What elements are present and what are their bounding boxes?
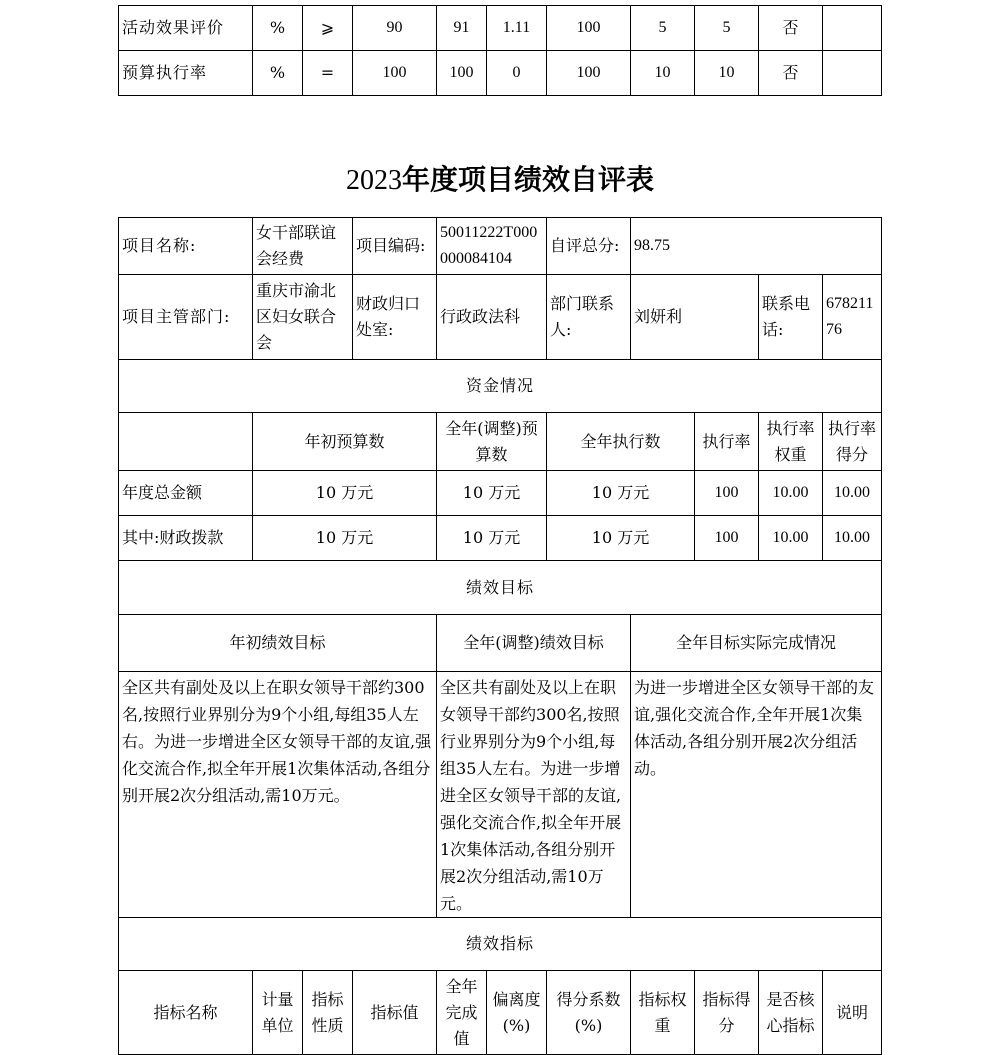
department-row	[119, 275, 882, 360]
score-cell: 5	[695, 6, 759, 51]
office-label: 财政归口处室:	[353, 275, 437, 360]
funds-header-row	[119, 413, 882, 471]
indicator-name-cell: 活动效果评价	[119, 6, 253, 51]
funds-header-initial-budget: 年初预算数	[253, 413, 437, 471]
funds-header-rate-weight: 执行率权重	[759, 413, 823, 471]
goals-header-initial: 年初绩效目标	[119, 615, 437, 672]
indicators-header-name: 指标名称	[119, 971, 253, 1055]
funds-section-title: 资金情况	[119, 360, 882, 413]
indicators-header-score: 指标得分	[695, 971, 759, 1055]
self-score-label: 自评总分:	[547, 218, 631, 275]
project-code-value: 50011222T000000084104	[437, 218, 547, 275]
goals-section-row	[119, 561, 882, 615]
dept-label: 项目主管部门:	[119, 275, 253, 360]
funds-executed: 10 万元	[547, 516, 695, 561]
funds-row-label: 年度总金额	[119, 471, 253, 516]
funds-rate-score: 10.00	[823, 516, 882, 561]
goals-header-actual: 全年目标实际完成情况	[631, 615, 882, 672]
indicators-header-deviation: 偏离度(%)	[487, 971, 547, 1055]
funds-rate: 100	[695, 471, 759, 516]
contact-label: 部门联系人:	[547, 275, 631, 360]
weight-cell: 5	[631, 6, 695, 51]
core-indicator-cell: 否	[759, 6, 823, 51]
indicator-name-cell: 预算执行率	[119, 51, 253, 96]
indicators-section-row	[119, 918, 882, 971]
indicators-header-target: 指标值	[353, 971, 437, 1055]
funds-header-rate-score: 执行率得分	[823, 413, 882, 471]
funds-rate-weight: 10.00	[759, 516, 823, 561]
table-row	[119, 471, 882, 516]
table-row	[119, 6, 882, 51]
funds-header-adjusted-budget: 全年(调整)预算数	[437, 413, 547, 471]
goals-header-row	[119, 615, 882, 672]
phone-value: 67821176	[823, 275, 882, 360]
goals-initial-text: 全区共有副处及以上在职女领导干部约300名,按照行业界别分为9个小组,每组35人左右。为进一步增进全区女领导干部的友谊,强化交流合作,拟全年开展1次集体活动,各组分别开展2次分组活动,需10万元。	[119, 672, 437, 918]
indicators-header-core: 是否核心指标	[759, 971, 823, 1055]
deviation-cell: 0	[487, 51, 547, 96]
funds-section-row	[119, 360, 882, 413]
funds-header-executed: 全年执行数	[547, 413, 695, 471]
target-value-cell: 90	[353, 6, 437, 51]
funds-rate-weight: 10.00	[759, 471, 823, 516]
page-title	[0, 160, 1000, 201]
actual-value-cell: 91	[437, 6, 487, 51]
indicators-header-coefficient: 得分系数(%)	[547, 971, 631, 1055]
actual-value-cell: 100	[437, 51, 487, 96]
score-cell: 10	[695, 51, 759, 96]
title-text: 年度项目绩效自评表	[401, 163, 654, 196]
note-cell	[823, 51, 882, 96]
note-cell	[823, 6, 882, 51]
office-value: 行政政法科	[437, 275, 547, 360]
indicators-header-unit: 计量单位	[253, 971, 303, 1055]
self-evaluation-table	[118, 217, 882, 1055]
unit-cell: %	[253, 6, 303, 51]
nature-cell: =	[303, 51, 353, 96]
table-row	[119, 516, 882, 561]
title-year: 2023	[345, 165, 402, 196]
goals-section-title: 绩效目标	[119, 561, 882, 615]
indicators-header-note: 说明	[823, 971, 882, 1055]
core-indicator-cell: 否	[759, 51, 823, 96]
phone-label: 联系电话:	[759, 275, 823, 360]
indicators-section-title: 绩效指标	[119, 918, 882, 971]
funds-initial-budget: 10 万元	[253, 516, 437, 561]
unit-cell: %	[253, 51, 303, 96]
funds-header-blank	[119, 413, 253, 471]
funds-initial-budget: 10 万元	[253, 471, 437, 516]
goals-actual-text: 为进一步增进全区女领导干部的友谊,强化交流合作,全年开展1次集体活动,各组分别开展2次分组活动。	[631, 672, 882, 918]
dept-value: 重庆市渝北区妇女联合会	[253, 275, 353, 360]
funds-executed: 10 万元	[547, 471, 695, 516]
target-value-cell: 100	[353, 51, 437, 96]
goals-content-row	[119, 672, 882, 918]
contact-value: 刘妍利	[631, 275, 759, 360]
goals-header-adjusted: 全年(调整)绩效目标	[437, 615, 631, 672]
project-name-value: 女干部联谊会经费	[253, 218, 353, 275]
funds-row-label: 其中:财政拨款	[119, 516, 253, 561]
project-code-label: 项目编码:	[353, 218, 437, 275]
score-coefficient-cell: 100	[547, 6, 631, 51]
deviation-cell: 1.11	[487, 6, 547, 51]
funds-rate: 100	[695, 516, 759, 561]
score-coefficient-cell: 100	[547, 51, 631, 96]
project-name-row	[119, 218, 882, 275]
funds-header-rate: 执行率	[695, 413, 759, 471]
self-score-value: 98.75	[631, 218, 882, 275]
indicators-header-actual: 全年完成值	[437, 971, 487, 1055]
funds-adjusted-budget: 10 万元	[437, 516, 547, 561]
top-indicator-table	[118, 5, 882, 96]
nature-cell: ⩾	[303, 6, 353, 51]
indicators-header-weight: 指标权重	[631, 971, 695, 1055]
goals-adjusted-text: 全区共有副处及以上在职女领导干部约300名,按照行业界别分为9个小组,每组35人左右。为进一步增进全区女领导干部的友谊,强化交流合作,拟全年开展1次集体活动,各组分别开展2次分组活动,需10万元。	[437, 672, 631, 918]
indicators-header-row	[119, 971, 882, 1055]
project-name-label: 项目名称:	[119, 218, 253, 275]
weight-cell: 10	[631, 51, 695, 96]
funds-adjusted-budget: 10 万元	[437, 471, 547, 516]
indicators-header-nature: 指标性质	[303, 971, 353, 1055]
funds-rate-score: 10.00	[823, 471, 882, 516]
table-row	[119, 51, 882, 96]
